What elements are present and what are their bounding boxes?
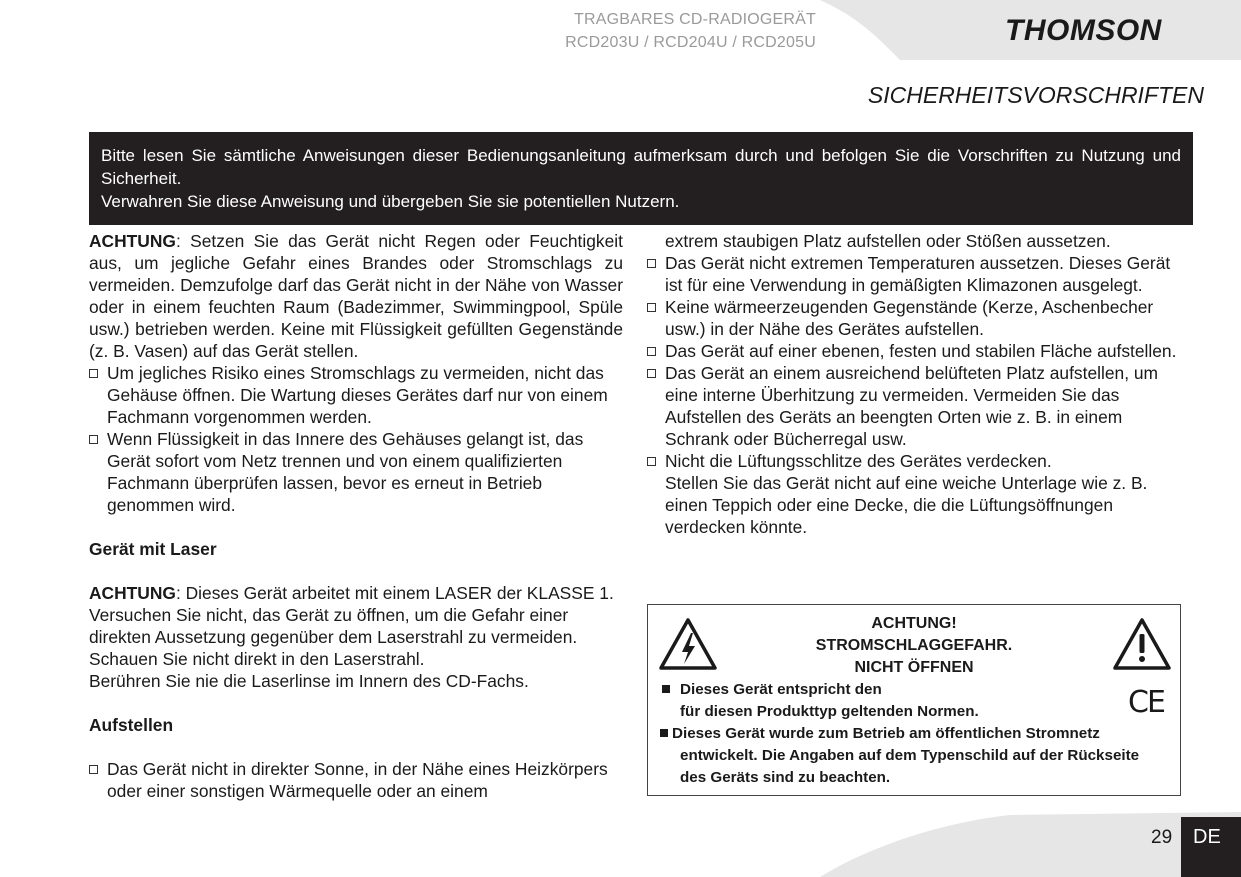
- list-item-continuation: entwickelt. Die Angaben auf dem Typenschild auf der Rückseite: [680, 747, 1140, 764]
- page-number: 29: [1151, 827, 1173, 848]
- list-item-continuation: des Geräts sind zu beachten.: [680, 769, 891, 786]
- warning-text: : Dieses Gerät arbeitet mit einem LASER der KLASSE 1. Versuchen Sie nicht, das Gerät zu öffnen, um die Gefahr einer direkten Aussetzung gegenüber dem Laserstrahl zu vermeiden. Schauen Sie nicht direkt in den Laserstrahl.: [89, 583, 614, 669]
- warning-label: ACHTUNG: [89, 583, 176, 603]
- product-category: TRAGBARES CD-RADIOGERÄT: [574, 11, 816, 28]
- warning-paragraph: [89, 230, 623, 362]
- checkbox-square-icon: [89, 435, 98, 444]
- warning-title: ACHTUNG! STROMSCHLAGGEFAHR. NICHT ÖFFNEN: [815, 615, 1013, 676]
- warning-box: [647, 604, 1181, 796]
- ventilation-note: Stellen Sie das Gerät nicht auf eine weiche Unterlage wie z. B. einen Teppich oder eine Decke, die die Lüftungsöffnungen verdecken könnte.: [665, 473, 1148, 537]
- checkbox-square-icon: [647, 347, 656, 356]
- laser-heading: Gerät mit Laser: [89, 539, 217, 559]
- list-item: Nicht die Lüftungsschlitze des Gerätes verdecken.: [643, 450, 1183, 472]
- left-column: [89, 230, 623, 802]
- list-item: Das Gerät an einem ausreichend belüfteten Platz aufstellen, um eine interne Überhitzung zu vermeiden. Vermeiden Sie das Aufstellen des Geräts an beengten Orten wie z. B. in einem Schrank oder Bücherregal usw.: [643, 362, 1183, 450]
- warning-label: ACHTUNG: [89, 231, 176, 251]
- checkbox-square-icon: [89, 765, 98, 774]
- list-item: Dieses Gerät wurde zum Betrieb am öffentlichen Stromnetz: [660, 723, 1170, 745]
- list-item: Wenn Flüssigkeit in das Innere des Gehäuses gelangt ist, das Gerät sofort vom Netz trennen und von einem qualifizierten Fachmann überprüfen lassen, bevor es erneut in Betrieb genommen wird.: [89, 428, 623, 516]
- compliance-list: [660, 679, 1170, 789]
- checkbox-square-icon: [647, 457, 656, 466]
- list-item: Dieses Gerät entspricht den: [660, 679, 1170, 701]
- product-title: [565, 8, 816, 54]
- right-column: [643, 230, 1183, 538]
- laser-warning-paragraph: [89, 582, 623, 670]
- warning-text: : Setzen Sie das Gerät nicht Regen oder Feuchtigkeit aus, um jegliche Gefahr eines Brandes oder Stromschlags zu vermeiden. Demzufolge darf das Gerät nicht in der Nähe von Wasser oder in einem feuchten Raum (Badezimmer, Swimmingpool, Spüle usw.) betrieben werden. Keine mit Flüssigkeit gefüllten Gegenstände (z. B. Vasen) auf das Gerät stellen.: [89, 231, 623, 361]
- checkbox-square-icon: [647, 369, 656, 378]
- intro-box: [89, 132, 1193, 225]
- continuation-text: extrem staubigen Platz aufstellen oder Stößen aussetzen.: [665, 231, 1111, 251]
- ce-mark-icon: CE: [1128, 685, 1164, 720]
- laser-lens-note: Berühren Sie nie die Laserlinse im Innern des CD-Fachs.: [89, 671, 529, 691]
- intro-line: Bitte lesen Sie sämtliche Anweisungen dieser Bedienungsanleitung aufmerksam durch und befolgen Sie die Vorschriften zu Nutzung und Sicherheit.: [101, 146, 1181, 188]
- bullet-square-icon: [662, 685, 670, 693]
- list-item: Um jegliches Risiko eines Stromschlags zu vermeiden, nicht das Gehäuse öffnen. Die Wartung dieses Gerätes darf nur von einem Fachmann vorgenommen werden.: [89, 362, 623, 428]
- list-item: Das Gerät auf einer ebenen, festen und stabilen Fläche aufstellen.: [643, 340, 1183, 362]
- list-item-continuation: für diesen Produkttyp geltenden Normen.: [680, 703, 979, 720]
- exclamation-warning-icon: [1112, 617, 1172, 671]
- section-title: SICHERHEITSVORSCHRIFTEN: [867, 82, 1204, 108]
- checkbox-square-icon: [89, 369, 98, 378]
- bullet-square-icon: [660, 729, 668, 737]
- checkbox-square-icon: [647, 303, 656, 312]
- footer-swoosh: [0, 812, 1241, 877]
- language-badge: DE: [1181, 817, 1241, 877]
- intro-line: Verwahren Sie diese Anweisung und übergeben Sie sie potentiellen Nutzern.: [101, 192, 680, 211]
- checkbox-square-icon: [647, 259, 656, 268]
- product-models: RCD203U / RCD204U / RCD205U: [565, 34, 816, 51]
- list-item: Das Gerät nicht in direkter Sonne, in der Nähe eines Heizkörpers oder einer sonstigen Wärmequelle oder an einem: [89, 758, 623, 802]
- brand-logo: THOMSON: [1005, 14, 1162, 47]
- list-item: Keine wärmeerzeugenden Gegenstände (Kerze, Aschenbecher usw.) in der Nähe des Gerätes aufstellen.: [643, 296, 1183, 340]
- list-item: Das Gerät nicht extremen Temperaturen aussetzen. Dieses Gerät ist für eine Verwendung in gemäßigten Klimazonen ausgelegt.: [643, 252, 1183, 296]
- setup-heading: Aufstellen: [89, 715, 174, 735]
